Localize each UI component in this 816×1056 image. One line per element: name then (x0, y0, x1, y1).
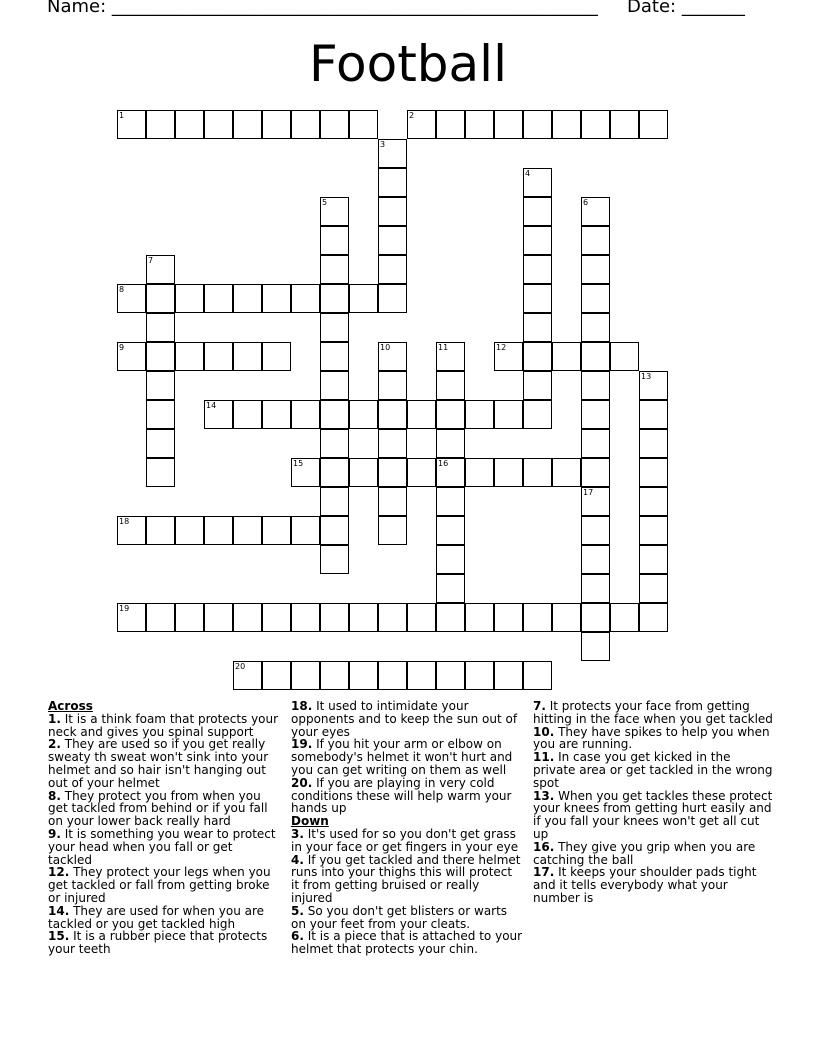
clue-number: 7 (148, 256, 154, 265)
clues-column-2 (291, 700, 523, 956)
grid-cell[interactable] (378, 603, 407, 632)
clue-number: 14. (48, 903, 70, 918)
grid-cell[interactable] (204, 516, 233, 545)
grid-cell[interactable] (552, 458, 581, 487)
grid-cell[interactable] (320, 197, 349, 226)
grid-cell[interactable] (262, 516, 291, 545)
grid-cell[interactable] (610, 603, 639, 632)
clue-number: 13. (533, 788, 555, 803)
grid-cell[interactable] (117, 342, 146, 371)
grid-cell[interactable] (349, 661, 378, 690)
clue-item (533, 726, 773, 752)
grid-cell[interactable] (146, 110, 175, 139)
grid-cell[interactable] (320, 371, 349, 400)
clue-number: 18. (291, 699, 313, 713)
grid-cell[interactable] (552, 603, 581, 632)
clue-item (533, 866, 773, 904)
grid-cell[interactable] (378, 168, 407, 197)
grid-cell[interactable] (523, 168, 552, 197)
clue-text: If you are playing in very cold conditions these will help warm your hands up (291, 775, 512, 816)
grid-cell[interactable] (233, 284, 262, 313)
clue-number: 12. (48, 865, 70, 880)
grid-cell[interactable] (581, 632, 610, 661)
clue-item (533, 700, 773, 726)
clue-item (533, 751, 773, 789)
grid-cell[interactable] (378, 342, 407, 371)
clue-text: It is a think foam that protects your neck and gives you spinal support (48, 711, 279, 739)
clue-text: If you hit your arm or elbow on somebody's helmet it won't hurt and you can get writing on them as well (291, 737, 513, 777)
across-clue-list-continued (291, 700, 523, 815)
grid-cell[interactable] (436, 574, 465, 603)
grid-cell[interactable] (523, 371, 552, 400)
clue-text: So you don't get blisters or warts on your feet from your cleats. (291, 903, 508, 931)
grid-cell[interactable] (262, 603, 291, 632)
grid-cell[interactable] (581, 255, 610, 284)
date-line[interactable]: _______ (681, 0, 745, 17)
grid-cell[interactable] (146, 371, 175, 400)
grid-cell[interactable] (233, 342, 262, 371)
grid-cell[interactable] (117, 603, 146, 632)
grid-cell[interactable] (552, 110, 581, 139)
grid-cell[interactable] (204, 342, 233, 371)
down-clue-list-continued (533, 700, 773, 905)
grid-cell[interactable] (204, 110, 233, 139)
clue-item (291, 930, 523, 956)
grid-cell[interactable] (146, 255, 175, 284)
grid-cell[interactable] (494, 603, 523, 632)
clue-text: It used to intimidate your opponents and to keep the sun out of your eyes (291, 699, 518, 739)
grid-cell[interactable] (610, 342, 639, 371)
clue-text: It protects your face from getting hitting in the face when you get tackled (533, 699, 773, 726)
grid-cell[interactable] (581, 226, 610, 255)
grid-cell[interactable] (320, 110, 349, 139)
grid-cell[interactable] (581, 342, 610, 371)
clue-number: 13 (641, 372, 652, 381)
clue-item (291, 777, 523, 815)
clue-text: They are used for when you are tackled or you get tackled high (48, 903, 265, 931)
clue-number: 1 (119, 111, 125, 120)
grid-cell[interactable] (233, 516, 262, 545)
clue-item (48, 930, 280, 956)
clue-text: They protect you from when you get tackled from behind or if you fall on your lower back really hard (48, 788, 268, 829)
clue-number: 9 (119, 343, 125, 352)
grid-cell[interactable] (320, 226, 349, 255)
clue-item (48, 713, 280, 739)
grid-cell[interactable] (117, 516, 146, 545)
grid-cell[interactable] (436, 429, 465, 458)
grid-cell[interactable] (146, 313, 175, 342)
grid-cell[interactable] (639, 400, 668, 429)
grid-cell[interactable] (320, 487, 349, 516)
clue-number: 7. (533, 699, 546, 713)
clue-number: 5 (322, 198, 328, 207)
down-clue-list (291, 828, 523, 956)
grid-cell[interactable] (523, 342, 552, 371)
grid-cell[interactable] (378, 371, 407, 400)
clue-text: It keeps your shoulder pads tight and it tells everybody what your number is (533, 865, 757, 905)
clue-number: 20. (291, 775, 313, 790)
grid-cell[interactable] (494, 661, 523, 690)
grid-cell[interactable] (320, 545, 349, 574)
grid-cell[interactable] (523, 255, 552, 284)
grid-cell[interactable] (581, 313, 610, 342)
grid-cell[interactable] (320, 516, 349, 545)
grid-cell[interactable] (523, 284, 552, 313)
grid-cell[interactable] (639, 458, 668, 487)
grid-cell[interactable] (378, 458, 407, 487)
grid-cell[interactable] (233, 400, 262, 429)
grid-cell[interactable] (436, 545, 465, 574)
clue-text: They give you grip when you are catching the ball (533, 839, 756, 867)
grid-cell[interactable] (233, 661, 262, 690)
grid-cell[interactable] (262, 110, 291, 139)
clue-item (48, 866, 280, 904)
grid-cell[interactable] (378, 139, 407, 168)
grid-cell[interactable] (436, 371, 465, 400)
clue-text: If you get tackled and there helmet runs into your thighs this will protect it from getting bruised or really injured (291, 852, 521, 905)
grid-cell[interactable] (320, 255, 349, 284)
clues-column-1 (48, 700, 280, 956)
grid-cell[interactable] (262, 400, 291, 429)
grid-cell[interactable] (639, 429, 668, 458)
grid-cell[interactable] (581, 574, 610, 603)
clue-number: 8. (48, 788, 61, 803)
clue-number: 9. (48, 826, 61, 841)
name-line[interactable]: ______________________________________________________ (111, 0, 598, 17)
grid-cell[interactable] (407, 110, 436, 139)
clue-item (291, 700, 523, 738)
grid-cell[interactable] (233, 603, 262, 632)
grid-cell[interactable] (436, 110, 465, 139)
clue-text: When you get tackles these protect your knees from getting hurt easily and if you fall your knees won't get all cut up (533, 788, 773, 841)
clue-number: 2. (48, 737, 61, 752)
grid-cell[interactable] (523, 400, 552, 429)
grid-cell[interactable] (494, 342, 523, 371)
grid-cell[interactable] (175, 516, 204, 545)
clue-number: 8 (119, 285, 125, 294)
grid-cell[interactable] (175, 110, 204, 139)
grid-cell[interactable] (291, 284, 320, 313)
clue-item (291, 854, 523, 905)
grid-cell[interactable] (407, 400, 436, 429)
grid-cell[interactable] (639, 516, 668, 545)
grid-cell[interactable] (465, 110, 494, 139)
grid-cell[interactable] (146, 400, 175, 429)
grid-cell[interactable] (407, 458, 436, 487)
date-label: Date: (627, 0, 677, 17)
clue-number: 16. (533, 839, 555, 854)
grid-cell[interactable] (494, 110, 523, 139)
grid-cell[interactable] (291, 400, 320, 429)
grid-cell[interactable] (320, 313, 349, 342)
grid-cell[interactable] (320, 429, 349, 458)
grid-cell[interactable] (175, 603, 204, 632)
grid-cell[interactable] (378, 487, 407, 516)
clue-number: 17 (583, 488, 594, 497)
grid-cell[interactable] (262, 284, 291, 313)
clue-number: 10 (380, 343, 391, 352)
clue-text: It is a piece that is attached to your helmet that protects your chin. (291, 929, 523, 957)
grid-cell[interactable] (639, 603, 668, 632)
name-label: Name: (47, 0, 107, 17)
grid-cell[interactable] (349, 603, 378, 632)
clue-number: 11. (533, 750, 555, 765)
grid-cell[interactable] (378, 661, 407, 690)
down-heading: Down (291, 814, 329, 829)
grid-cell[interactable] (581, 400, 610, 429)
clue-number: 11 (438, 343, 449, 352)
grid-cell[interactable] (465, 661, 494, 690)
clue-number: 17. (533, 865, 555, 880)
clue-number: 5. (291, 903, 304, 918)
grid-cell[interactable] (523, 110, 552, 139)
grid-cell[interactable] (436, 603, 465, 632)
grid-cell[interactable] (291, 603, 320, 632)
grid-cell[interactable] (204, 400, 233, 429)
clue-text: It is something you wear to protect your head when you fall or get tackled (48, 826, 276, 867)
grid-cell[interactable] (436, 487, 465, 516)
clue-number: 4 (525, 169, 531, 178)
grid-cell[interactable] (523, 661, 552, 690)
grid-cell[interactable] (639, 110, 668, 139)
grid-cell[interactable] (581, 516, 610, 545)
grid-cell[interactable] (320, 458, 349, 487)
grid-cell[interactable] (639, 545, 668, 574)
clue-number: 16 (438, 459, 449, 468)
grid-cell[interactable] (436, 342, 465, 371)
grid-cell[interactable] (552, 342, 581, 371)
grid-cell[interactable] (320, 400, 349, 429)
clue-text: It is a rubber piece that protects your teeth (48, 929, 268, 957)
clue-number: 4. (291, 852, 304, 867)
grid-cell[interactable] (581, 371, 610, 400)
clue-item (291, 828, 523, 854)
grid-cell[interactable] (146, 516, 175, 545)
grid-cell[interactable] (581, 197, 610, 226)
clue-number: 2 (409, 111, 415, 120)
grid-cell[interactable] (436, 400, 465, 429)
clue-item (291, 738, 523, 776)
grid-cell[interactable] (146, 284, 175, 313)
grid-cell[interactable] (291, 458, 320, 487)
grid-cell[interactable] (262, 342, 291, 371)
clue-text: They have spikes to help you when you are running. (533, 724, 770, 752)
grid-cell[interactable] (378, 400, 407, 429)
clue-number: 15. (48, 929, 70, 944)
clue-number: 12 (496, 343, 507, 352)
clues-column-3 (533, 700, 773, 905)
grid-cell[interactable] (436, 458, 465, 487)
grid-cell[interactable] (494, 400, 523, 429)
grid-cell[interactable] (407, 603, 436, 632)
grid-cell[interactable] (320, 284, 349, 313)
grid-cell[interactable] (465, 400, 494, 429)
grid-cell[interactable] (378, 516, 407, 545)
grid-cell[interactable] (349, 284, 378, 313)
grid-cell[interactable] (581, 603, 610, 632)
clue-item (48, 905, 280, 931)
clue-number: 14 (206, 401, 217, 410)
grid-cell[interactable] (204, 603, 233, 632)
grid-cell[interactable] (581, 458, 610, 487)
grid-cell[interactable] (610, 110, 639, 139)
puzzle-title: Football (309, 35, 507, 93)
grid-cell[interactable] (639, 371, 668, 400)
grid-cell[interactable] (175, 284, 204, 313)
grid-cell[interactable] (204, 284, 233, 313)
grid-cell[interactable] (523, 226, 552, 255)
grid-cell[interactable] (349, 458, 378, 487)
grid-cell[interactable] (581, 110, 610, 139)
grid-cell[interactable] (291, 661, 320, 690)
grid-cell[interactable] (639, 487, 668, 516)
clue-text: In case you get kicked in the private area or get tackled in the wrong spot (533, 750, 773, 790)
grid-cell[interactable] (146, 458, 175, 487)
grid-cell[interactable] (349, 110, 378, 139)
grid-cell[interactable] (291, 110, 320, 139)
grid-cell[interactable] (262, 661, 291, 690)
grid-cell[interactable] (378, 197, 407, 226)
grid-cell[interactable] (581, 429, 610, 458)
grid-cell[interactable] (407, 661, 436, 690)
grid-cell[interactable] (639, 574, 668, 603)
grid-cell[interactable] (146, 429, 175, 458)
clue-item (48, 738, 280, 789)
grid-cell[interactable] (146, 603, 175, 632)
clue-number: 18 (119, 517, 130, 526)
clue-number: 19 (119, 604, 130, 613)
grid-cell[interactable] (117, 110, 146, 139)
clue-number: 6 (583, 198, 589, 207)
clue-number: 3 (380, 140, 386, 149)
grid-cell[interactable] (233, 110, 262, 139)
grid-cell[interactable] (581, 545, 610, 574)
clue-item (533, 841, 773, 867)
clue-number: 6. (291, 929, 304, 944)
clue-number: 20 (235, 662, 246, 671)
clue-text: They are used so if you get really sweaty th sweat won't sink into your helmet and so hair isn't hanging out out of your helmet (48, 737, 269, 790)
clue-item (533, 790, 773, 841)
grid-cell[interactable] (494, 458, 523, 487)
clue-item (48, 828, 280, 866)
clue-number: 3. (291, 826, 304, 841)
clue-number: 19. (291, 737, 313, 752)
clue-text: It's used for so you don't get grass in your face or get fingers in your eye (291, 826, 519, 854)
grid-cell[interactable] (320, 603, 349, 632)
clue-number: 10. (533, 724, 555, 739)
clue-item (48, 790, 280, 828)
across-heading: Across (48, 699, 93, 713)
grid-cell[interactable] (320, 342, 349, 371)
clue-number: 1. (48, 711, 61, 726)
clue-text: They protect your legs when you get tackled or fall from getting broke or injured (48, 865, 271, 905)
grid-cell[interactable] (175, 342, 204, 371)
grid-cell[interactable] (436, 516, 465, 545)
clue-number: 15 (293, 459, 304, 468)
grid-cell[interactable] (117, 284, 146, 313)
grid-cell[interactable] (349, 400, 378, 429)
grid-cell[interactable] (378, 429, 407, 458)
grid-cell[interactable] (523, 197, 552, 226)
grid-cell[interactable] (523, 313, 552, 342)
grid-cell[interactable] (320, 661, 349, 690)
grid-cell[interactable] (581, 284, 610, 313)
grid-cell[interactable] (465, 458, 494, 487)
grid-cell[interactable] (146, 342, 175, 371)
across-clue-list (48, 713, 280, 956)
grid-cell[interactable] (465, 603, 494, 632)
grid-cell[interactable] (436, 661, 465, 690)
grid-cell[interactable] (523, 458, 552, 487)
grid-cell[interactable] (581, 487, 610, 516)
grid-cell[interactable] (291, 516, 320, 545)
grid-cell[interactable] (378, 255, 407, 284)
grid-cell[interactable] (523, 603, 552, 632)
grid-cell[interactable] (378, 284, 407, 313)
grid-cell[interactable] (378, 226, 407, 255)
clue-item (291, 905, 523, 931)
